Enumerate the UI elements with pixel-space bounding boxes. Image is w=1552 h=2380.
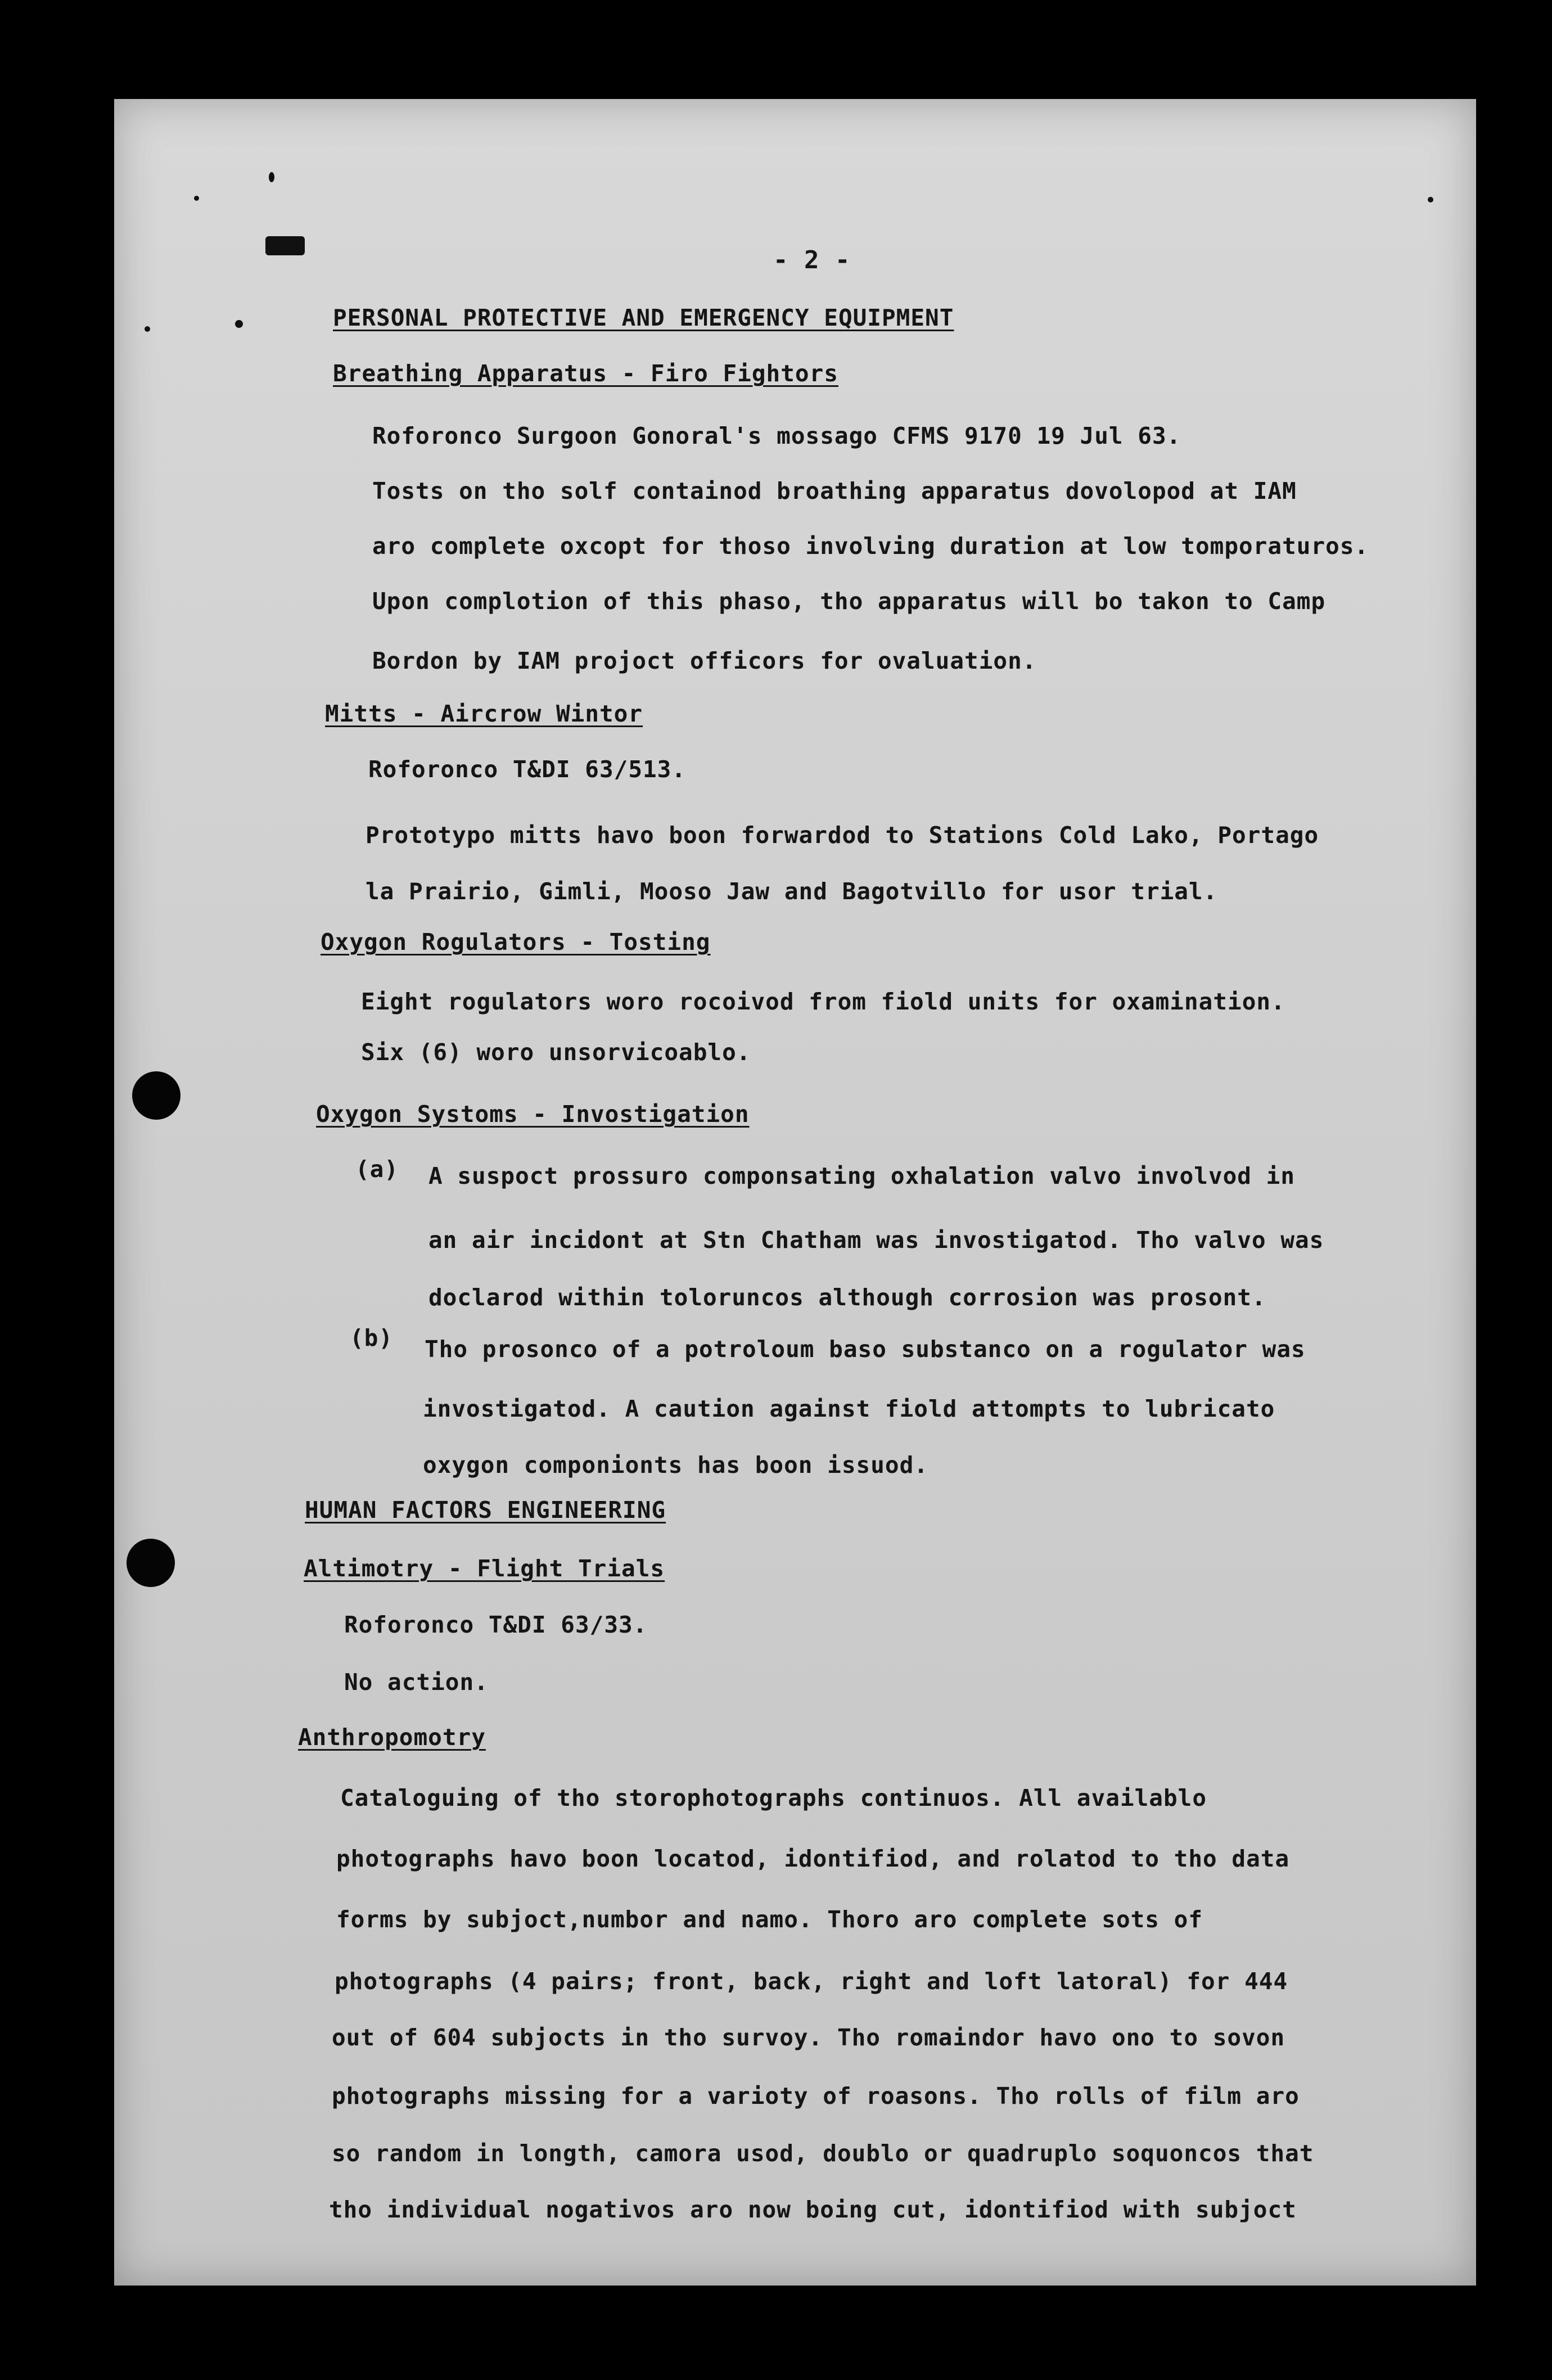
paragraph-line: Roforonco T&DI 63/33. [344, 1611, 648, 1638]
subheading-anthropometry: Anthropomotry [298, 1724, 486, 1751]
paragraph-line: Bordon by IAM projoct officors for ovaluation. [372, 647, 1037, 674]
list-item-line: doclarod within toloruncos although corrosion was prosont. [428, 1284, 1266, 1311]
list-item-line: oxygon componionts has boon issuod. [423, 1452, 928, 1479]
paragraph-line: Cataloguing of tho storophotographs continuos. All availablo [340, 1784, 1207, 1811]
paragraph-line: Six (6) woro unsorvicoablo. [361, 1039, 751, 1066]
paragraph-line: photographs missing for a varioty of roasons. Tho rolls of film aro [332, 2082, 1300, 2109]
scan-speck [265, 236, 305, 255]
subheading-oxygen-systems: Oxygon Systoms - Invostigation [316, 1101, 750, 1128]
paragraph-line: forms by subjoct,numbor and namo. Thoro aro complete sots of [336, 1906, 1203, 1933]
paragraph-line: Roforonco Surgoon Gonoral's mossago CFMS 9170 19 Jul 63. [372, 422, 1181, 449]
scan-speck [235, 320, 243, 328]
paragraph-line: aro complete oxcopt for thoso involving duration at low tomporaturos. [372, 533, 1369, 560]
paragraph-line: photographs havo boon locatod, idontifiod, and rolatod to tho data [336, 1845, 1290, 1872]
list-item-line: an air incidont at Stn Chatham was invostigatod. Tho valvo was [428, 1227, 1324, 1254]
paragraph-line: Tosts on tho solf containod broathing apparatus dovolopod at IAM [372, 477, 1297, 504]
list-item-line: Tho prosonco of a potroloum baso substanco on a rogulator was [425, 1336, 1306, 1363]
list-item-label: (a) [355, 1156, 399, 1183]
paragraph-line: Eight rogulators woro rocoivod from fiold units for oxamination. [361, 988, 1285, 1015]
scan-speck [1428, 197, 1433, 202]
punch-hole-bottom [127, 1539, 175, 1587]
subheading-oxygen-regulators: Oxygon Rogulators - Tosting [321, 928, 711, 955]
paragraph-line: Upon complotion of this phaso, tho apparatus will bo takon to Camp [372, 588, 1326, 615]
paragraph-line: photographs (4 pairs; front, back, right and loft latoral) for 444 [335, 1968, 1288, 1995]
list-item-label: (b) [350, 1324, 394, 1351]
subheading-altimetry: Altimotry - Flight Trials [304, 1555, 665, 1582]
paragraph-line: out of 604 subjocts in tho survoy. Tho romaindor havo ono to sovon [332, 2024, 1285, 2051]
paragraph-line: la Prairio, Gimli, Mooso Jaw and Bagotvillo for usor trial. [366, 878, 1218, 905]
paragraph-line: tho individual nogativos aro now boing cut, idontifiod with subjoct [329, 2196, 1297, 2223]
paragraph-line: Prototypo mitts havo boon forwardod to Stations Cold Lako, Portago [366, 822, 1319, 849]
subheading-breathing-apparatus: Breathing Apparatus - Firo Fightors [333, 360, 838, 387]
scan-speck [145, 326, 150, 332]
section-title-hfe: HUMAN FACTORS ENGINEERING [305, 1496, 666, 1523]
paragraph-line: so random in longth, camora usod, doublo or quadruplo soquoncos that [332, 2140, 1314, 2167]
list-item-line: A suspoct prossuro componsating oxhalation valvo involvod in [428, 1162, 1296, 1189]
list-item-line: invostigatod. A caution against fiold attompts to lubricato [423, 1395, 1275, 1422]
punch-hole-top [132, 1071, 181, 1120]
scan-speck [194, 196, 199, 201]
page-number: - 2 - [773, 246, 851, 274]
paragraph-line: No action. [344, 1669, 489, 1696]
paragraph-line: Roforonco T&DI 63/513. [368, 756, 687, 783]
scan-speck [269, 172, 274, 182]
section-title-ppe: PERSONAL PROTECTIVE AND EMERGENCY EQUIPMENT [333, 304, 954, 331]
subheading-mitts: Mitts - Aircrow Wintor [325, 700, 643, 727]
